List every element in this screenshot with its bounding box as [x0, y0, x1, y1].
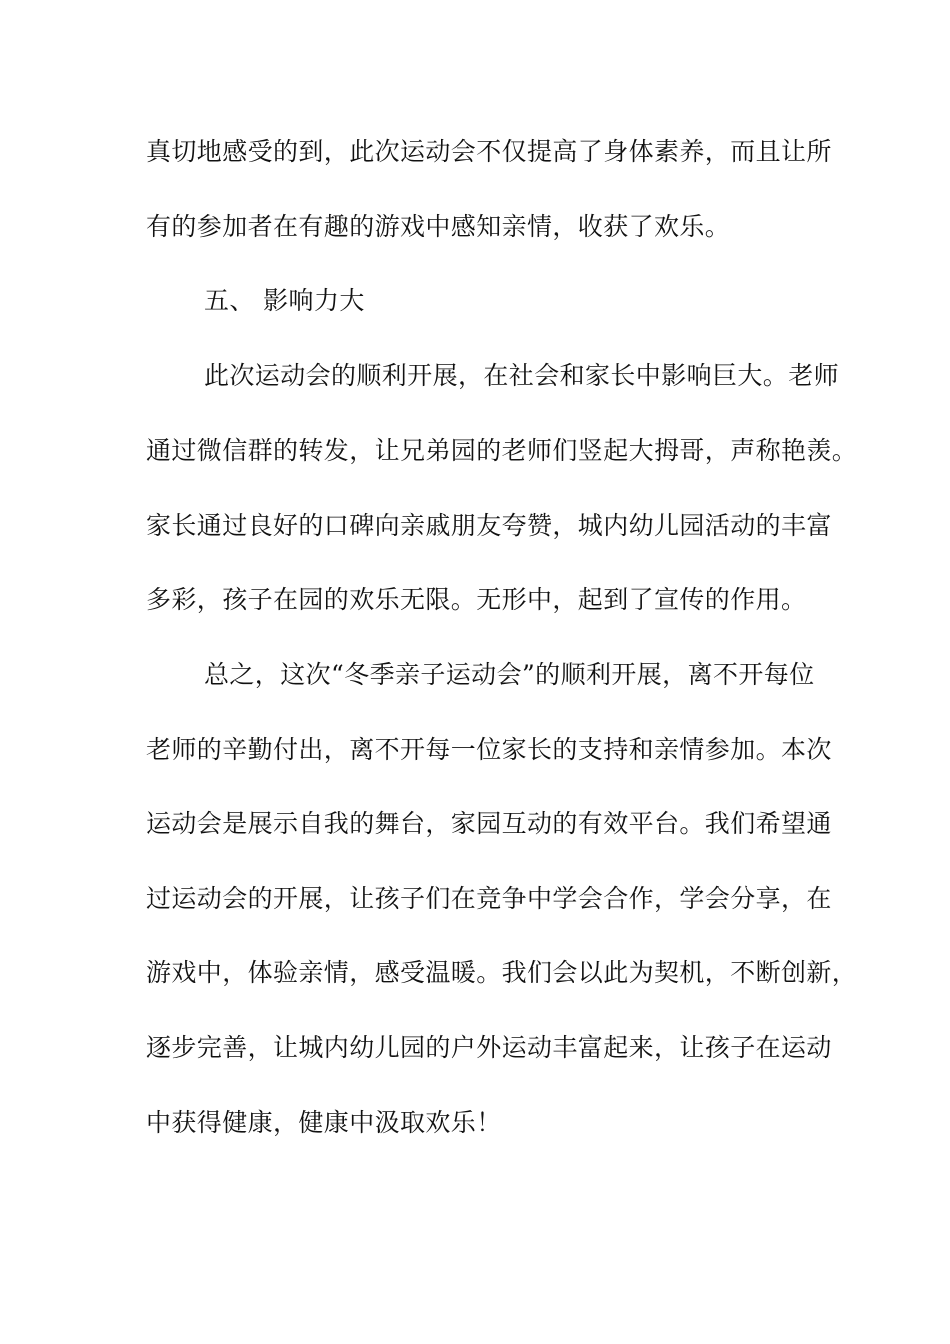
body-text-line: 有的参加者在有趣的游戏中感知亲情，收获了欢乐。 — [146, 212, 731, 241]
body-text-line: 此次运动会的顺利开展，在社会和家长中影响巨大。老师 — [204, 361, 840, 390]
body-text-line: 真切地感受的到，此次运动会不仅提高了身体素养，而且让所 — [146, 137, 832, 166]
body-text-line: 总之，这次“冬季亲子运动会”的顺利开展，离不开每位 — [204, 660, 815, 689]
body-text-line: 老师的辛勤付出，离不开每一位家长的支持和亲情参加。本次 — [146, 735, 832, 764]
body-text-line: 中获得健康，健康中汲取欢乐！ — [146, 1108, 502, 1137]
body-text-line: 游戏中，体验亲情，感受温暖。我们会以此为契机，不断创新， — [146, 958, 858, 987]
section-heading: 五、 影响力大 — [204, 286, 365, 315]
body-text-line: 逐步完善，让城内幼儿园的户外运动丰富起来，让孩子在运动 — [146, 1033, 832, 1062]
body-text-line: 通过微信群的转发，让兄弟园的老师们竖起大拇哥，声称艳羡。 — [146, 436, 858, 465]
body-text-line: 多彩，孩子在园的欢乐无限。无形中，起到了宣传的作用。 — [146, 585, 807, 614]
body-text-line: 运动会是展示自我的舞台，家园互动的有效平台。我们希望通 — [146, 809, 832, 838]
body-text-line: 过运动会的开展，让孩子们在竞争中学会合作，学会分享，在 — [146, 884, 832, 913]
body-text-line: 家长通过良好的口碑向亲戚朋友夸赞，城内幼儿园活动的丰富 — [146, 511, 832, 540]
